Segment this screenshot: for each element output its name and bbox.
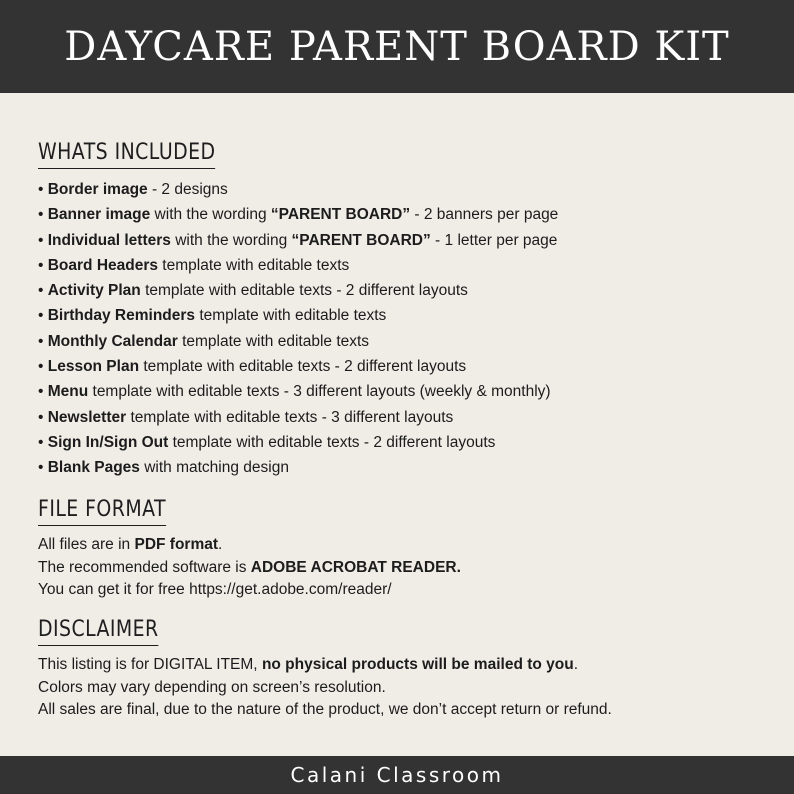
brand-name: Calani Classroom — [290, 763, 504, 787]
bullet-icon: • — [38, 332, 48, 350]
included-item: • Lesson Plan template with editable texts - 2 different layouts — [38, 358, 467, 376]
file-format-line-2: The recommended software is ADOBE ACROBAT READER. — [38, 558, 461, 576]
bullet-icon: • — [38, 358, 48, 376]
bullet-icon: • — [38, 433, 48, 451]
bullet-icon: • — [38, 231, 48, 249]
disclaimer-line-1: This listing is for DIGITAL ITEM, no physical products will be mailed to you. — [38, 656, 579, 673]
included-item: • Individual letters with the wording “PARENT BOARD” - 1 letter per page — [38, 231, 558, 249]
included-item: • Birthday Reminders template with editable texts — [38, 307, 387, 325]
bullet-icon: • — [38, 383, 48, 401]
included-item: • Board Headers template with editable texts — [38, 256, 350, 274]
included-item: • Blank Pages with matching design — [38, 459, 289, 477]
disclaimer-heading: DISCLAIMER — [38, 617, 159, 646]
included-item: • Sign In/Sign Out template with editable texts - 2 different layouts — [38, 433, 496, 451]
bullet-icon: • — [38, 282, 48, 300]
included-item: • Activity Plan template with editable texts - 2 different layouts — [38, 282, 468, 300]
file-format-heading: FILE FORMAT — [38, 497, 166, 526]
included-item: • Newsletter template with editable texts - 3 different layouts — [38, 408, 454, 426]
bullet-icon: • — [38, 307, 48, 325]
disclaimer-line-3: All sales are final, due to the nature of the product, we don’t accept return or refund. — [38, 701, 612, 718]
bullet-icon: • — [38, 256, 48, 274]
file-format-line-3: You can get it for free https://get.adobe.com/reader/ — [38, 581, 392, 598]
included-item: • Menu template with editable texts - 3 different layouts (weekly & monthly) — [38, 383, 551, 401]
file-format-text — [38, 534, 461, 602]
title-banner — [0, 0, 794, 93]
disclaimer-text — [38, 654, 612, 722]
included-list — [38, 177, 558, 481]
bullet-icon: • — [38, 181, 48, 198]
included-item: • Banner image with the wording “PARENT BOARD” - 2 banners per page — [38, 206, 559, 224]
whats-included-heading: WHATS INCLUDED — [38, 140, 215, 169]
bullet-icon: • — [38, 206, 48, 224]
bullet-icon: • — [38, 408, 48, 426]
file-format-line-1: All files are in PDF format. — [38, 536, 223, 553]
included-item: • Border image - 2 designs — [38, 181, 228, 198]
page-title: DAYCARE PARENT BOARD KIT — [64, 23, 730, 70]
bullet-icon: • — [38, 459, 48, 477]
footer-banner — [0, 756, 794, 794]
included-item: • Monthly Calendar template with editable texts — [38, 332, 370, 350]
disclaimer-line-2: Colors may vary depending on screen’s resolution. — [38, 678, 386, 696]
